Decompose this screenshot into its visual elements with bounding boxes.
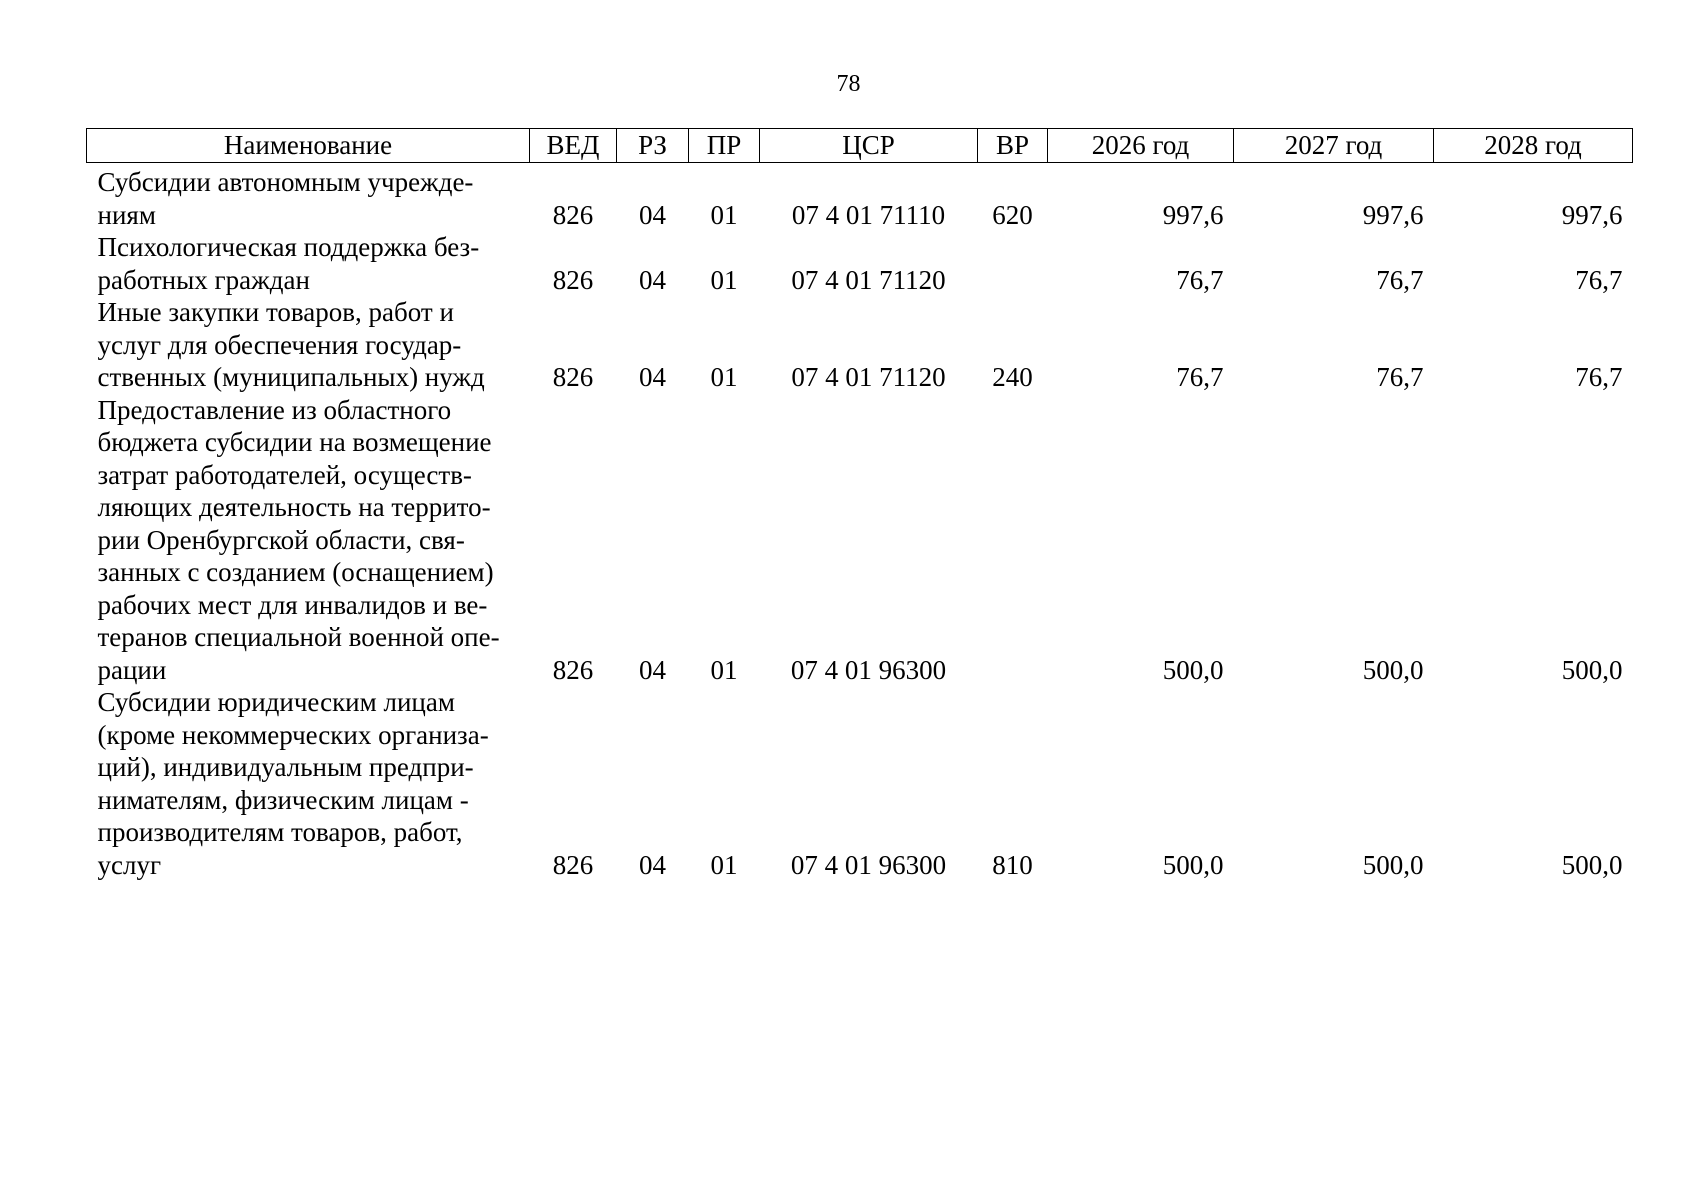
row-name: Субсидии юридическим лицам (кроме некоммерческих организа- ций), индивидуальным предпри- нимателям, физическим лицам - производителям товаров, работ, услуг — [97, 687, 489, 880]
row-csr: 07 4 01 71110 — [791, 199, 946, 230]
row-pr: 01 — [710, 849, 738, 880]
row-2026: 76,7 — [1176, 362, 1224, 392]
header-ved: ВЕД — [530, 129, 617, 163]
table-row — [87, 394, 1633, 687]
row-pr: 01 — [710, 199, 738, 230]
row-rz: 04 — [639, 362, 666, 392]
row-csr: 07 4 01 96300 — [790, 849, 947, 880]
row-name: Иные закупки товаров, работ и услуг для обеспечения государ- ственных (муниципальных) нужд — [97, 297, 485, 392]
row-ved: 826 — [552, 654, 594, 685]
table-row — [87, 231, 1633, 296]
row-rz: 04 — [639, 199, 666, 230]
row-csr: 07 4 01 96300 — [790, 654, 947, 685]
row-2028: 997,6 — [1561, 199, 1623, 230]
row-2026: 997,6 — [1162, 199, 1224, 230]
row-rz: 04 — [639, 264, 666, 295]
row-vr — [978, 231, 1048, 296]
row-ved: 826 — [552, 199, 594, 230]
row-2026: 76,7 — [1176, 264, 1224, 295]
row-ved: 826 — [552, 362, 594, 392]
row-2028: 76,7 — [1575, 264, 1623, 295]
row-2026: 500,0 — [1162, 654, 1224, 685]
row-2028: 500,0 — [1561, 654, 1623, 685]
table-row — [87, 686, 1633, 881]
row-ved: 826 — [552, 849, 594, 880]
row-rz: 04 — [639, 849, 666, 880]
row-name: Субсидии автономным учрежде- ниям — [97, 167, 474, 230]
row-name: Психологическая поддержка без- работных граждан — [97, 232, 480, 295]
header-2028: 2028 год — [1434, 129, 1633, 163]
row-vr: 810 — [992, 849, 1033, 880]
table-header-row — [87, 129, 1633, 163]
header-rz: РЗ — [617, 129, 689, 163]
header-pr: ПР — [689, 129, 760, 163]
row-csr: 07 4 01 71120 — [791, 362, 946, 392]
table-row — [87, 163, 1633, 232]
row-pr: 01 — [710, 264, 738, 295]
table-row — [87, 296, 1633, 394]
row-2027: 76,7 — [1376, 362, 1424, 392]
page-number: 78 — [836, 71, 861, 97]
budget-table — [86, 128, 1633, 881]
row-vr: 620 — [992, 199, 1033, 230]
row-2028: 500,0 — [1561, 849, 1623, 880]
row-rz: 04 — [639, 654, 666, 685]
row-pr: 01 — [710, 362, 738, 392]
row-2026: 500,0 — [1162, 849, 1224, 880]
row-vr — [978, 394, 1048, 687]
header-name: Наименование — [87, 129, 530, 163]
row-2027: 500,0 — [1362, 654, 1424, 685]
row-2027: 997,6 — [1362, 199, 1424, 230]
header-vr: ВР — [978, 129, 1048, 163]
row-2028: 76,7 — [1575, 362, 1623, 392]
row-2027: 500,0 — [1362, 849, 1424, 880]
row-ved: 826 — [552, 264, 594, 295]
header-2027: 2027 год — [1234, 129, 1434, 163]
header-csr: ЦСР — [760, 129, 978, 163]
row-csr: 07 4 01 71120 — [791, 264, 946, 295]
row-name: Предоставление из областного бюджета субсидии на возмещение затрат работодателей, осуществ- ляющих деятельность на террито- рии Оренбургской области, свя- занных с созданием (оснащением) рабочих мест для инвалидов и ве- теранов специальной военной опе- рации — [97, 394, 500, 685]
row-vr: 240 — [992, 362, 1033, 392]
row-2027: 76,7 — [1376, 264, 1424, 295]
header-2026: 2026 год — [1048, 129, 1234, 163]
row-pr: 01 — [710, 654, 738, 685]
